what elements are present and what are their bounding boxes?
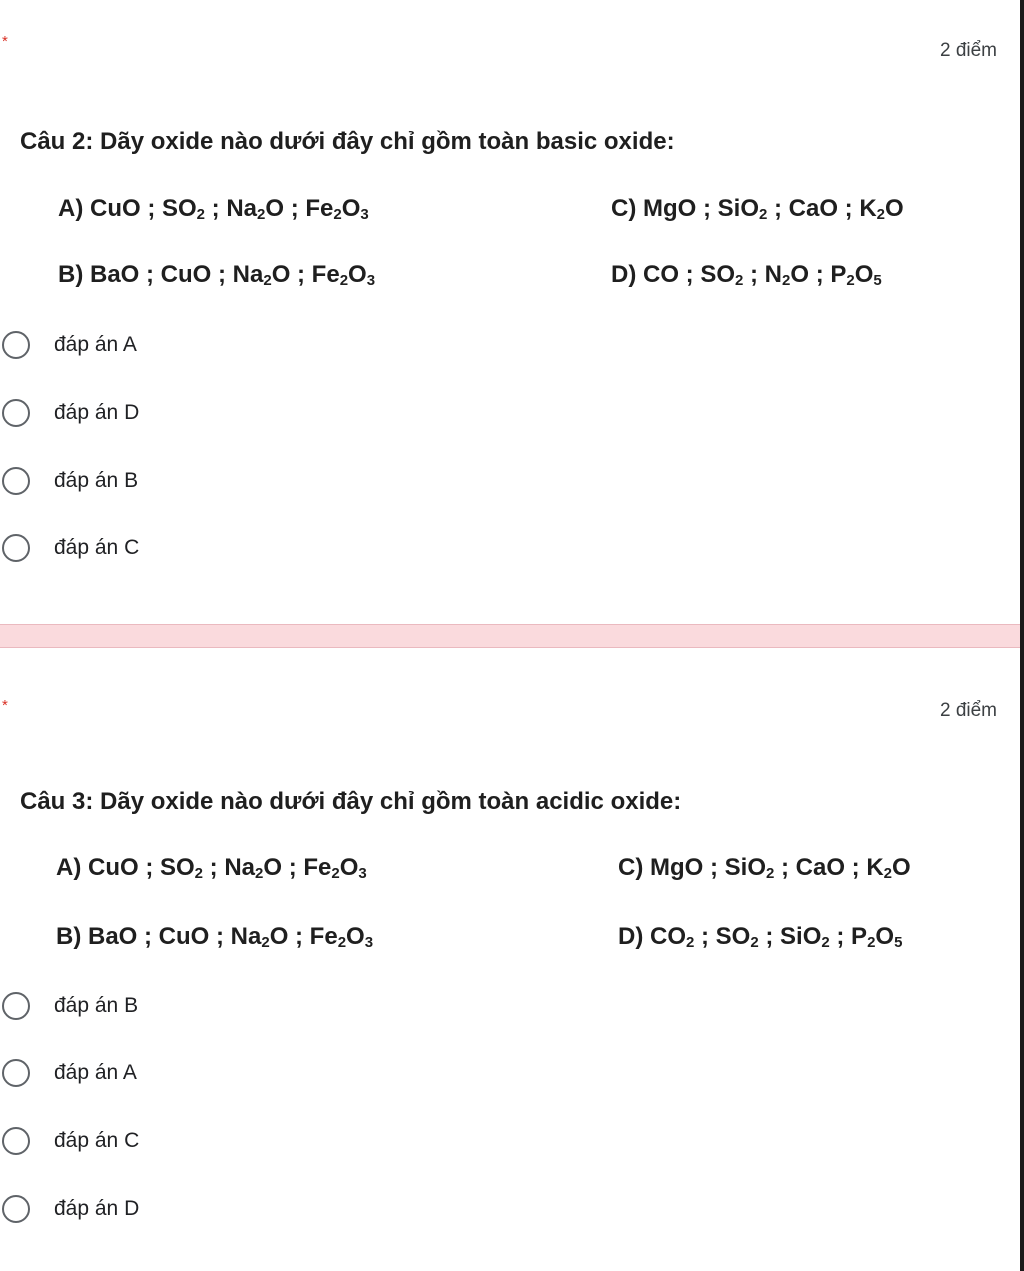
option-text-a: A) CuO ; $SO_2$ ; $Na_2O$ ; $Fe_2O_3$: [56, 854, 367, 882]
points-label: 2 điểm: [939, 40, 997, 61]
required-marker: *: [2, 33, 8, 50]
subscript: 2: [883, 865, 893, 882]
radio-button[interactable]: [2, 1059, 30, 1087]
answer-choice[interactable]: [2, 530, 139, 566]
option-text-a: A) CuO ; $SO_2$ ; $Na_2O$ ; $Fe_2O_3$: [58, 195, 369, 223]
answer-choice[interactable]: [2, 1191, 139, 1227]
subscript: 2: [821, 934, 830, 951]
option-text-b: B) BaO ; CuO ; $Na_2O$ ; $Fe_2O_3$: [56, 923, 374, 951]
answer-choice-label: đáp án C: [54, 1129, 140, 1152]
subscript: 2: [333, 206, 342, 223]
subscript: 2: [782, 272, 791, 289]
subscript: 2: [331, 865, 340, 882]
radio-button[interactable]: [2, 534, 30, 562]
option-text-c: C) MgO ; SiO$_2$ ; CaO ; $K_2O$: [618, 854, 911, 882]
question-title: Câu 2: Dãy oxide nào dưới đây chỉ gồm toàn basic oxide:: [20, 128, 675, 155]
subscript: 5: [873, 272, 882, 289]
subscript: 3: [360, 206, 369, 223]
answer-choice-label: đáp án D: [54, 401, 140, 424]
subscript: 2: [846, 272, 855, 289]
answer-choice-label: đáp án B: [54, 994, 139, 1017]
subscript: 2: [758, 206, 768, 223]
answer-choice-label: đáp án D: [54, 1197, 140, 1220]
subscript: 2: [765, 865, 775, 882]
subscript: 2: [257, 206, 266, 223]
answer-choice-label: đáp án A: [54, 1061, 137, 1084]
subscript: 2: [263, 272, 272, 289]
subscript: 3: [366, 272, 376, 289]
question-card-3: [0, 648, 1020, 1271]
radio-button[interactable]: [2, 467, 30, 495]
option-text-c: C) MgO ; SiO$_2$ ; CaO ; $K_2O$: [611, 195, 904, 223]
subscript: 3: [358, 865, 367, 882]
radio-button[interactable]: [2, 399, 30, 427]
answer-choice[interactable]: [2, 988, 138, 1024]
answer-choice-label: đáp án C: [54, 536, 140, 559]
subscript: 2: [261, 934, 270, 951]
subscript: 2: [339, 272, 349, 289]
subscript: 2: [255, 865, 264, 882]
question-card-2: [0, 0, 1020, 624]
subscript: 2: [196, 206, 205, 223]
option-text-d: D) CO ; $SO_2$ ; $N_2O$ ; $P_2O_5$: [611, 261, 882, 289]
subscript: 2: [750, 934, 759, 951]
answer-choice[interactable]: [2, 1055, 137, 1091]
window-right-border: [1020, 0, 1024, 1271]
subscript: 2: [686, 934, 695, 951]
required-marker: *: [2, 697, 8, 714]
answer-choice[interactable]: [2, 1123, 139, 1159]
option-text-d: D) $CO_2$ ; $SO_2$ ; SiO$_2$ ; $P_2O_5$: [618, 923, 903, 951]
subscript: 2: [867, 934, 876, 951]
question-title: Câu 3: Dãy oxide nào dưới đây chỉ gồm toàn acidic oxide:: [20, 788, 682, 815]
subscript: 2: [735, 272, 744, 289]
points-label: 2 điểm: [939, 700, 997, 721]
answer-choice[interactable]: [2, 463, 138, 499]
subscript: 5: [894, 934, 903, 951]
radio-button[interactable]: [2, 331, 30, 359]
subscript: 2: [876, 206, 886, 223]
option-text-b: B) BaO ; CuO ; $Na_2O$ ; $Fe_2O_3$: [58, 261, 376, 289]
answer-choice[interactable]: [2, 395, 139, 431]
radio-button[interactable]: [2, 1195, 30, 1223]
subscript: 2: [194, 865, 203, 882]
answer-choice-label: đáp án B: [54, 469, 139, 492]
radio-button[interactable]: [2, 992, 30, 1020]
answer-choice-label: đáp án A: [54, 333, 137, 356]
subscript: 3: [364, 934, 374, 951]
answer-choice[interactable]: [2, 327, 137, 363]
section-separator: [0, 624, 1020, 648]
subscript: 2: [337, 934, 347, 951]
radio-button[interactable]: [2, 1127, 30, 1155]
